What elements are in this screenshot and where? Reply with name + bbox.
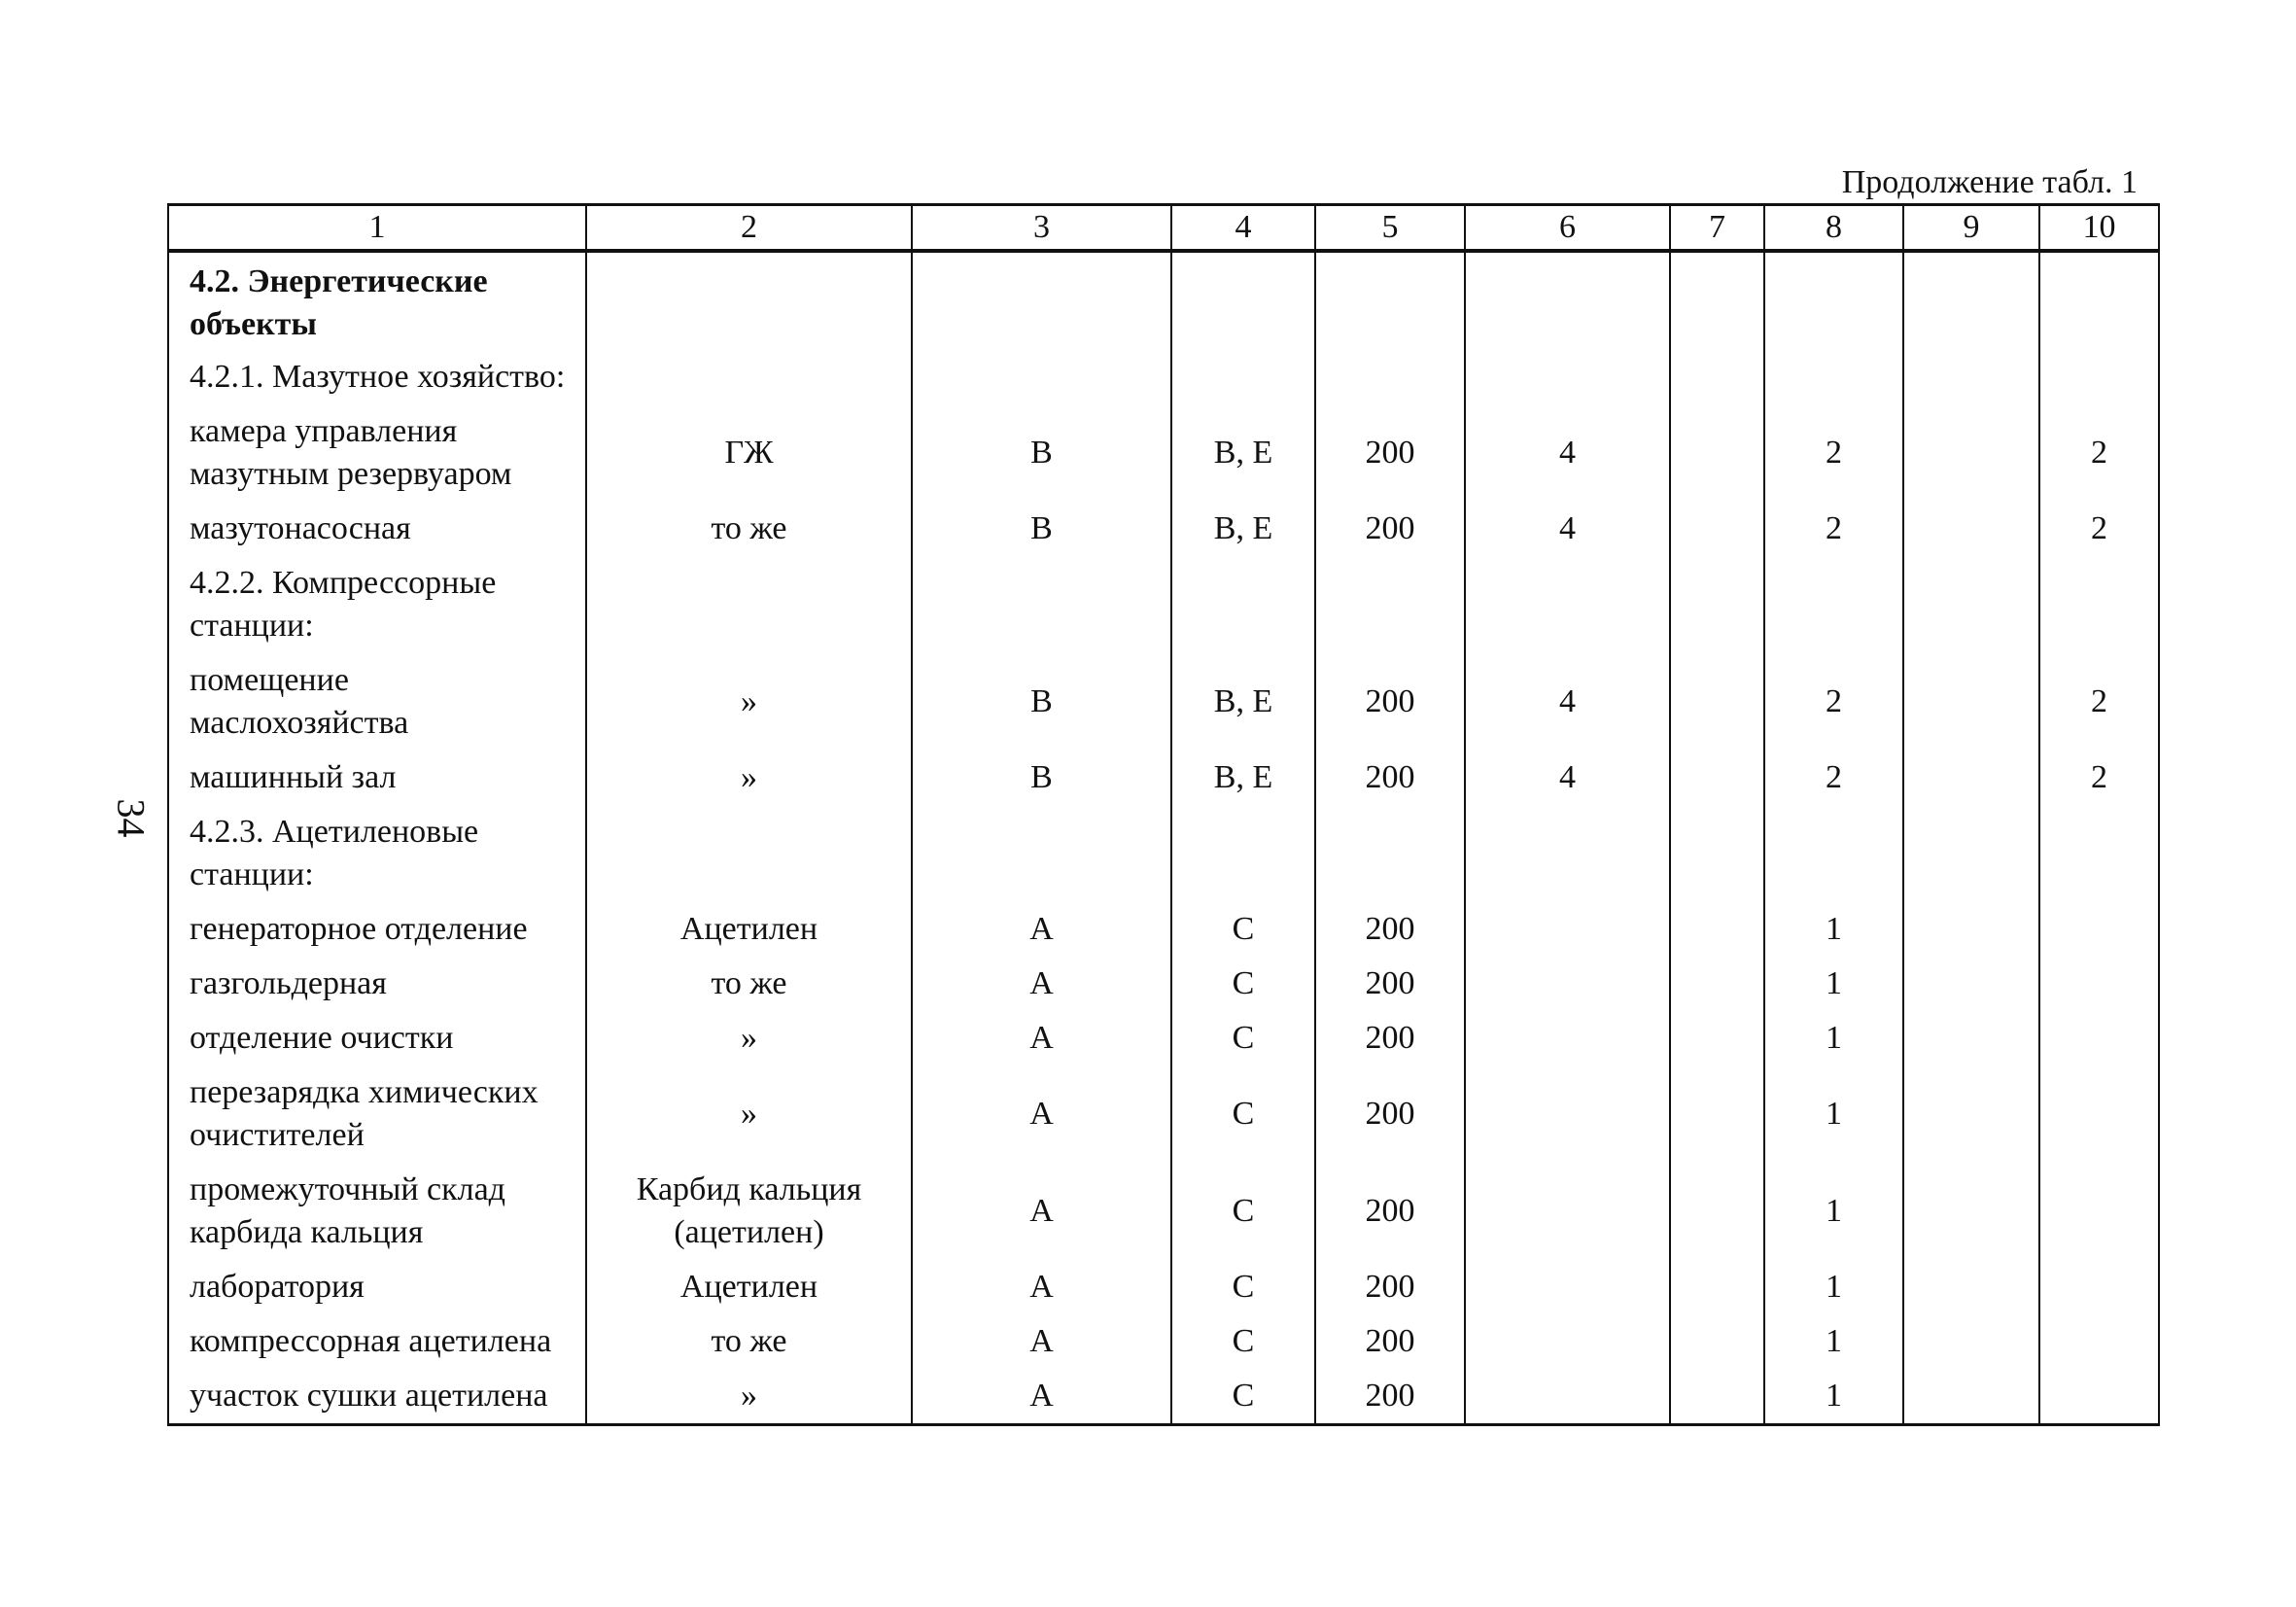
table-cell [1315,556,1465,653]
table-cell: 4 [1465,404,1670,502]
table-cell [2039,350,2159,404]
row-label-cell: газгольдерная [168,957,586,1011]
table-cell: 1 [1764,1066,1903,1163]
table-row [168,502,2159,556]
table-cell: 1 [1764,957,1903,1011]
table-cell [1903,556,2039,653]
table-cell [912,805,1171,902]
row-label-cell: 4.2.1. Мазутное хозяйство: [168,350,586,404]
table-cell: 4 [1465,502,1670,556]
table-cell [1903,653,2039,751]
table-cell [1670,1314,1764,1369]
table-cell [1903,350,2039,404]
row-label-cell: генераторное отделение [168,902,586,957]
table-cell [1764,350,1903,404]
table-cell: 2 [1764,502,1903,556]
table-cell [1903,251,2039,350]
table-cell: 200 [1315,1260,1465,1314]
table-cell: 1 [1764,1011,1903,1066]
table-cell: В, Е [1171,404,1315,502]
table-row [168,1314,2159,1369]
column-header: 4 [1171,205,1315,252]
table-cell [1171,350,1315,404]
table-cell [1465,957,1670,1011]
data-table [167,203,2160,1426]
table-cell: » [586,1066,912,1163]
table-cell [1465,1011,1670,1066]
table-cell [1465,251,1670,350]
table-cell [1670,1369,1764,1425]
row-label-cell: промежуточный склад карбида кальция [168,1163,586,1260]
row-label-cell: 4.2.2. Компрессорные станции: [168,556,586,653]
row-label-cell: лаборатория [168,1260,586,1314]
table-row [168,404,2159,502]
table-cell: Карбид кальция (ацетилен) [586,1163,912,1260]
table-cell: 1 [1764,1260,1903,1314]
table-cell [1903,805,2039,902]
table-cell: В, Е [1171,751,1315,805]
table-cell [1903,1314,2039,1369]
table-cell: Ацетилен [586,1260,912,1314]
table-cell: 200 [1315,1314,1465,1369]
table-cell [1903,1066,2039,1163]
table-cell: А [912,1314,1171,1369]
table-body [168,251,2159,1425]
row-label-cell: 4.2.3. Ацетиленовые станции: [168,805,586,902]
table-cell [1465,350,1670,404]
table-caption: Продолжение табл. 1 [1841,164,2138,200]
table-cell [2039,957,2159,1011]
table-cell: 200 [1315,502,1465,556]
table-cell [2039,251,2159,350]
column-header: 10 [2039,205,2159,252]
table-row [168,653,2159,751]
table-cell [2039,1163,2159,1260]
table-cell [1903,502,2039,556]
table-cell: 200 [1315,1163,1465,1260]
table-cell: А [912,1369,1171,1425]
table-cell [912,251,1171,350]
table-cell [1670,404,1764,502]
table-cell: В [912,502,1171,556]
column-header: 9 [1903,205,2039,252]
table-cell: С [1171,957,1315,1011]
row-label-cell: участок сушки ацетилена [168,1369,586,1425]
table-cell: В, Е [1171,502,1315,556]
table-cell: 1 [1764,1163,1903,1260]
table-cell: 1 [1764,1369,1903,1425]
table-cell: 2 [1764,653,1903,751]
table-cell: 200 [1315,404,1465,502]
table-cell [2039,1369,2159,1425]
table-cell: 4 [1465,751,1670,805]
table-cell: 200 [1315,957,1465,1011]
table-cell: В [912,751,1171,805]
table-cell [1670,805,1764,902]
table-cell [2039,556,2159,653]
table-cell [2039,805,2159,902]
table-cell: ГЖ [586,404,912,502]
table-cell: 2 [1764,751,1903,805]
table-cell: то же [586,1314,912,1369]
table-cell [1670,1163,1764,1260]
table-cell: А [912,1066,1171,1163]
table-cell: то же [586,502,912,556]
table-cell [1903,404,2039,502]
table-cell [1670,902,1764,957]
table-cell [1764,251,1903,350]
table-cell [1171,556,1315,653]
table-cell [2039,1314,2159,1369]
table-cell: В, Е [1171,653,1315,751]
column-header: 6 [1465,205,1670,252]
column-header: 8 [1764,205,1903,252]
table-cell [1465,1163,1670,1260]
table-cell [912,556,1171,653]
table-cell [586,556,912,653]
column-header: 1 [168,205,586,252]
column-header: 5 [1315,205,1465,252]
column-header: 2 [586,205,912,252]
table-row [168,1369,2159,1425]
table-cell [1670,350,1764,404]
table-cell [1670,502,1764,556]
table-cell [1903,1011,2039,1066]
table-row [168,1066,2159,1163]
table-cell [1670,556,1764,653]
table-cell: » [586,751,912,805]
table-cell [1465,556,1670,653]
table-cell [1670,251,1764,350]
table-cell: 200 [1315,1011,1465,1066]
table-cell: С [1171,1011,1315,1066]
table-cell [1670,1066,1764,1163]
table-cell: 4 [1465,653,1670,751]
table-cell: 2 [2039,751,2159,805]
table-cell: 200 [1315,1369,1465,1425]
table-cell: 2 [1764,404,1903,502]
table-cell [586,251,912,350]
table-cell [912,350,1171,404]
table-cell: 1 [1764,1314,1903,1369]
table-cell [1315,251,1465,350]
table-cell [1315,805,1465,902]
table-section-row [168,805,2159,902]
table-cell [1465,1314,1670,1369]
table-row [168,957,2159,1011]
table-cell: В [912,653,1171,751]
table-cell [1465,902,1670,957]
table-cell: » [586,653,912,751]
table-row [168,751,2159,805]
row-label-cell: перезарядка химических очистителей [168,1066,586,1163]
table-cell: А [912,1011,1171,1066]
table-cell: А [912,902,1171,957]
table-row [168,1163,2159,1260]
column-number-row [168,205,2159,252]
table-cell: 1 [1764,902,1903,957]
table-cell: 200 [1315,1066,1465,1163]
row-label-cell: машинный зал [168,751,586,805]
table-row [168,1260,2159,1314]
table-cell: 200 [1315,751,1465,805]
table-cell [2039,1260,2159,1314]
table-cell [1903,1260,2039,1314]
row-label-cell: мазутонасосная [168,502,586,556]
table-cell [1171,805,1315,902]
table-cell [1171,251,1315,350]
table-cell: то же [586,957,912,1011]
table-cell [1315,350,1465,404]
table-cell [1903,1163,2039,1260]
column-header: 3 [912,205,1171,252]
column-header: 7 [1670,205,1764,252]
table-cell: 200 [1315,653,1465,751]
table-cell: Ацетилен [586,902,912,957]
table-cell: С [1171,902,1315,957]
row-label-cell: компрессорная ацетилена [168,1314,586,1369]
table-cell: » [586,1011,912,1066]
table-cell: С [1171,1066,1315,1163]
table-cell: 2 [2039,502,2159,556]
table-cell: С [1171,1163,1315,1260]
table-cell [2039,902,2159,957]
table-cell [1670,1011,1764,1066]
table-cell [1465,805,1670,902]
table-section-row [168,556,2159,653]
table-cell [1465,1066,1670,1163]
table-cell [1670,653,1764,751]
table-cell: А [912,957,1171,1011]
table-cell: А [912,1163,1171,1260]
row-label-cell: 4.2. Энергетические объекты [168,251,586,350]
table-cell: С [1171,1260,1315,1314]
table-cell [1903,957,2039,1011]
row-label-cell: отделение очистки [168,1011,586,1066]
table-cell [1670,751,1764,805]
table-cell: 2 [2039,653,2159,751]
table-cell: » [586,1369,912,1425]
table-cell [586,805,912,902]
table-cell [2039,1011,2159,1066]
table-cell [2039,1066,2159,1163]
table-cell: С [1171,1314,1315,1369]
table-cell: В [912,404,1171,502]
table-cell [1465,1369,1670,1425]
table-section-row [168,251,2159,350]
table-row [168,1011,2159,1066]
table-section-row [168,350,2159,404]
table-cell: А [912,1260,1171,1314]
page-number: 34 [109,798,154,838]
table-cell: С [1171,1369,1315,1425]
table-cell [1670,1260,1764,1314]
row-label-cell: камера управления мазутным резервуаром [168,404,586,502]
table-cell [1670,957,1764,1011]
table-cell [586,350,912,404]
table-cell [1764,556,1903,653]
row-label-cell: помещение маслохозяйства [168,653,586,751]
table-row [168,902,2159,957]
table-cell [1903,751,2039,805]
table-cell [1465,1260,1670,1314]
table-cell [1903,1369,2039,1425]
table-cell: 2 [2039,404,2159,502]
table-cell: 200 [1315,902,1465,957]
table-cell [1903,902,2039,957]
table-cell [1764,805,1903,902]
